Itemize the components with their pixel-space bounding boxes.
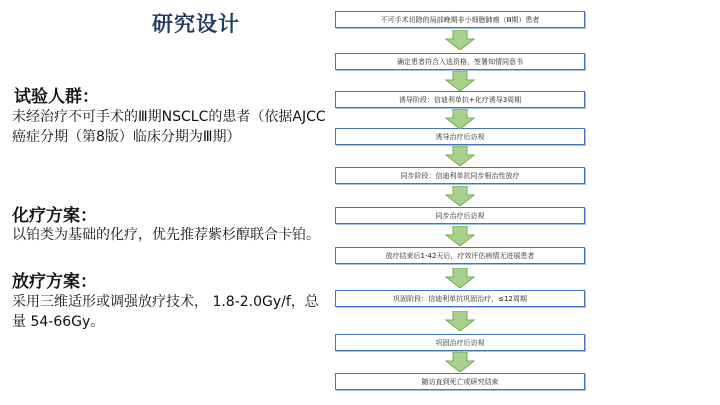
flow-step-concurrent-visit: 同步治疗后访视 xyxy=(335,207,585,224)
population-heading: 试验人群： xyxy=(14,87,99,107)
slide-title: 研究设计 xyxy=(152,12,240,36)
down-arrow-icon xyxy=(445,71,475,91)
population-body: 未经治疗不可手术的Ⅲ期NSCLC的患者（依据AJCC癌症分期（第8版）临床分期为Ⅲ期） xyxy=(12,109,326,145)
down-arrow-icon xyxy=(445,352,475,372)
chemotherapy-body: 以铂类为基础的化疗，优先推荐紫杉醇联合卡铂。 xyxy=(12,227,320,243)
down-arrow-icon xyxy=(445,186,475,206)
down-arrow-icon xyxy=(445,311,475,331)
radiotherapy-body: 采用三维适形或调强放疗技术， 1.8-2.0Gy/f，总量 54-66Gy。 xyxy=(12,294,319,330)
flow-step-efficacy-assessment: 放疗结束后1-42天后，疗效评估病情无进展患者 xyxy=(335,247,585,264)
down-arrow-icon xyxy=(445,146,475,166)
flow-step-induction-visit: 诱导治疗后访视 xyxy=(335,128,585,145)
flow-step-consent: 确定患者符合入选资格，签署知情同意书 xyxy=(335,53,585,70)
down-arrow-icon xyxy=(445,226,475,246)
study-flowchart xyxy=(335,0,595,405)
down-arrow-icon xyxy=(445,268,475,288)
flow-step-concurrent: 同步阶段：信迪利单抗同步根治性放疗 xyxy=(335,167,585,184)
down-arrow-icon xyxy=(445,30,475,50)
flow-step-eligible-patients: 不可手术切除的局部晚期非小细胞肺癌（Ⅲ期）患者 xyxy=(335,11,585,28)
flow-step-consolidation-visit: 巩固治疗后访视 xyxy=(335,334,585,351)
flow-step-consolidation: 巩固阶段：信迪利单抗巩固治疗，≤12周期 xyxy=(335,290,585,307)
radiotherapy-heading: 放疗方案： xyxy=(12,272,97,292)
flow-step-follow-up: 随访直到死亡或研究结束 xyxy=(335,373,585,390)
down-arrow-icon xyxy=(445,109,475,129)
flow-step-induction: 诱导阶段：信迪利单抗+化疗诱导3周期 xyxy=(335,91,585,108)
chemotherapy-heading: 化疗方案： xyxy=(12,206,97,226)
